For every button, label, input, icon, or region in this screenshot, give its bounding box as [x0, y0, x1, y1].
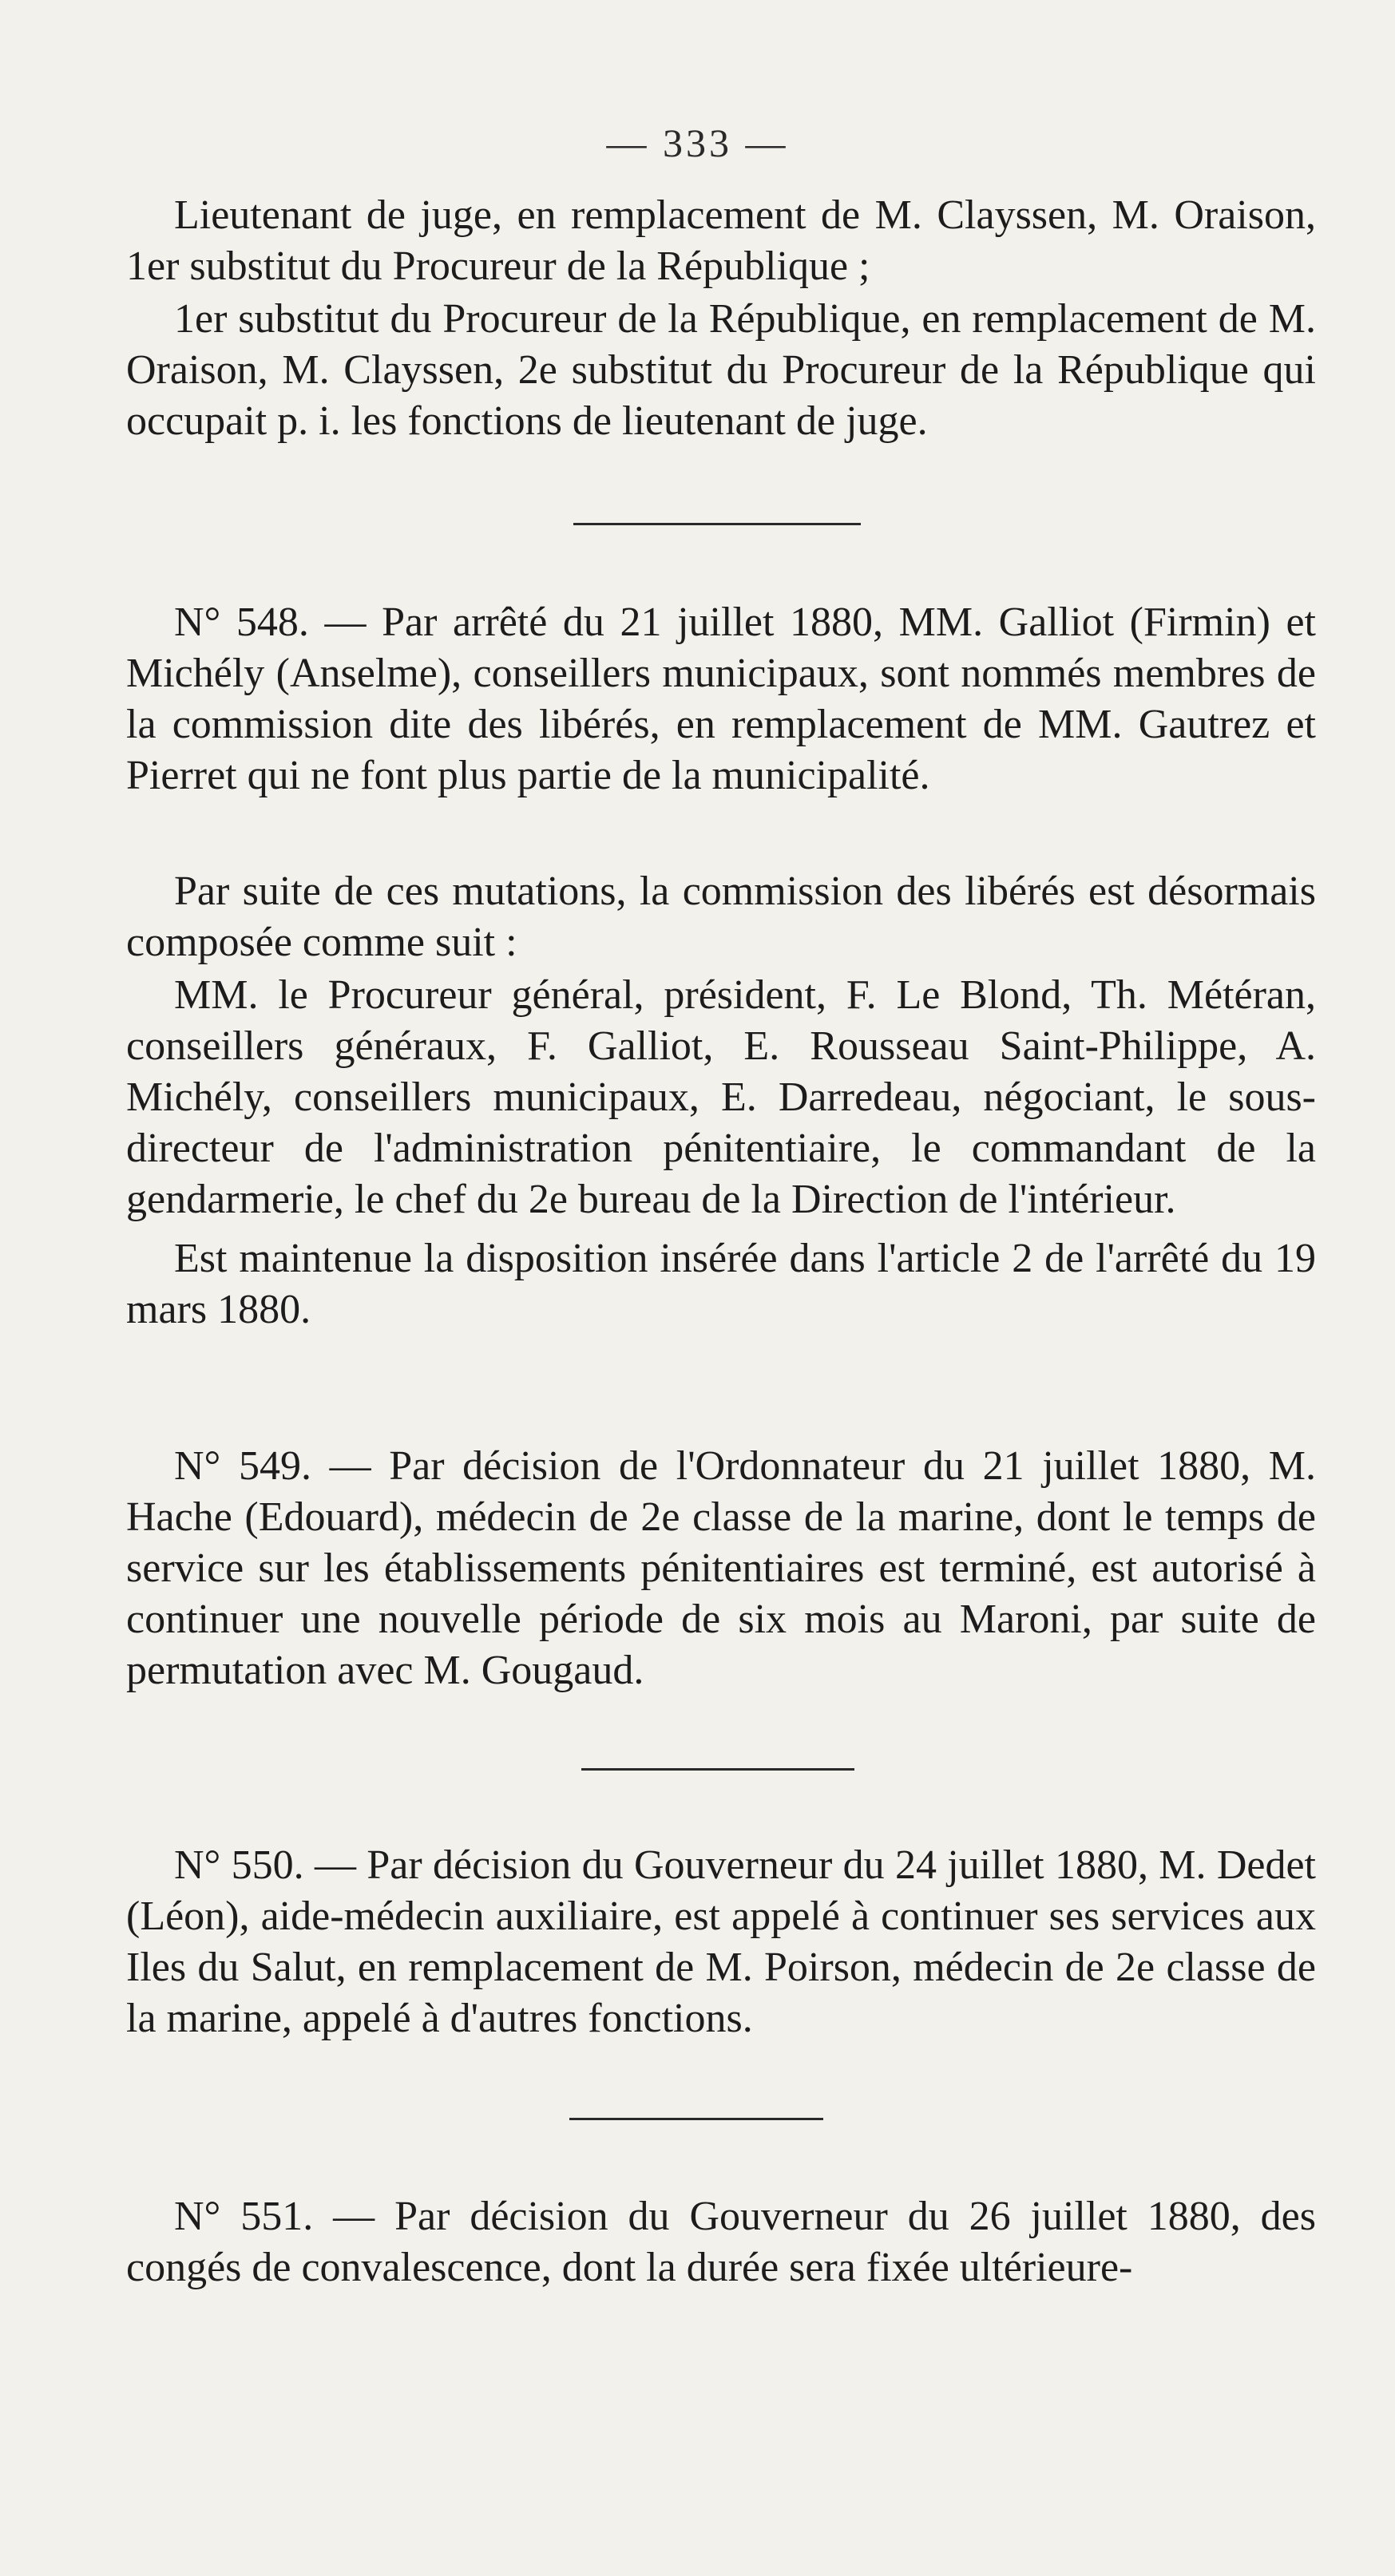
page-number-header: — 333 — — [606, 121, 789, 165]
paragraph-decision-551: N° 551. — Par décision du Gouverneur du 26 juillet 1880, des congés de convalescence, dont la durée sera fixée ultérieure- — [126, 2194, 1316, 2290]
section-divider — [581, 1768, 854, 1771]
paragraph-composition-commission: MM. le Procureur général, président, F. Le Blond, Th. Météran, conseillers généraux, F. Galliot, E. Rousseau Saint-Philippe, A. Michély, conseillers municipaux, E. Darredeau, négociant, le sous-directeur de l'administration pénitentiaire, le commandant de la gendarmerie, le chef du 2e bureau de la Direction de l'intérieur. — [126, 972, 1316, 1222]
section-divider — [573, 523, 861, 525]
paragraph-lieutenant-de-juge: Lieutenant de juge, en remplacement de M. Clayssen, M. Oraison, 1er substitut du Procureur de la République ; — [126, 192, 1316, 289]
paragraph-disposition-maintenue: Est maintenue la disposition insérée dans l'article 2 de l'arrêté du 19 mars 1880. — [126, 1236, 1316, 1332]
section-divider — [569, 2118, 823, 2120]
paragraph-decision-550: N° 550. — Par décision du Gouverneur du 24 juillet 1880, M. Dedet (Léon), aide-médecin auxiliaire, est appelé à continuer ses services aux Iles du Salut, en remplacement de M. Poirson, médecin de 2e classe de la marine, appelé à d'autres fonctions. — [126, 1842, 1316, 2041]
paragraph-decision-549: N° 549. — Par décision de l'Ordonnateur du 21 juillet 1880, M. Hache (Edouard), médecin de 2e classe de la marine, dont le temps de service sur les établissements pénitentiaires est terminé, est autorisé à continuer une nouvelle période de six mois au Maroni, par suite de permutation avec M. Gougaud. — [126, 1443, 1316, 1693]
paragraph-mutations: Par suite de ces mutations, la commission des libérés est désormais composée comme suit : — [126, 869, 1316, 965]
paragraph-premier-substitut: 1er substitut du Procureur de la République, en remplacement de M. Oraison, M. Clayssen, 2e substitut du Procureur de la République qui occupait p. i. les fonctions de lieutenant de juge. — [126, 296, 1316, 444]
paragraph-arrete-548: N° 548. — Par arrêté du 21 juillet 1880, MM. Galliot (Firmin) et Michély (Anselme), conseillers municipaux, sont nommés membres de la commission dite des libérés, en remplacement de MM. Gautrez et Pierret qui ne font plus partie de la municipalité. — [126, 599, 1316, 798]
